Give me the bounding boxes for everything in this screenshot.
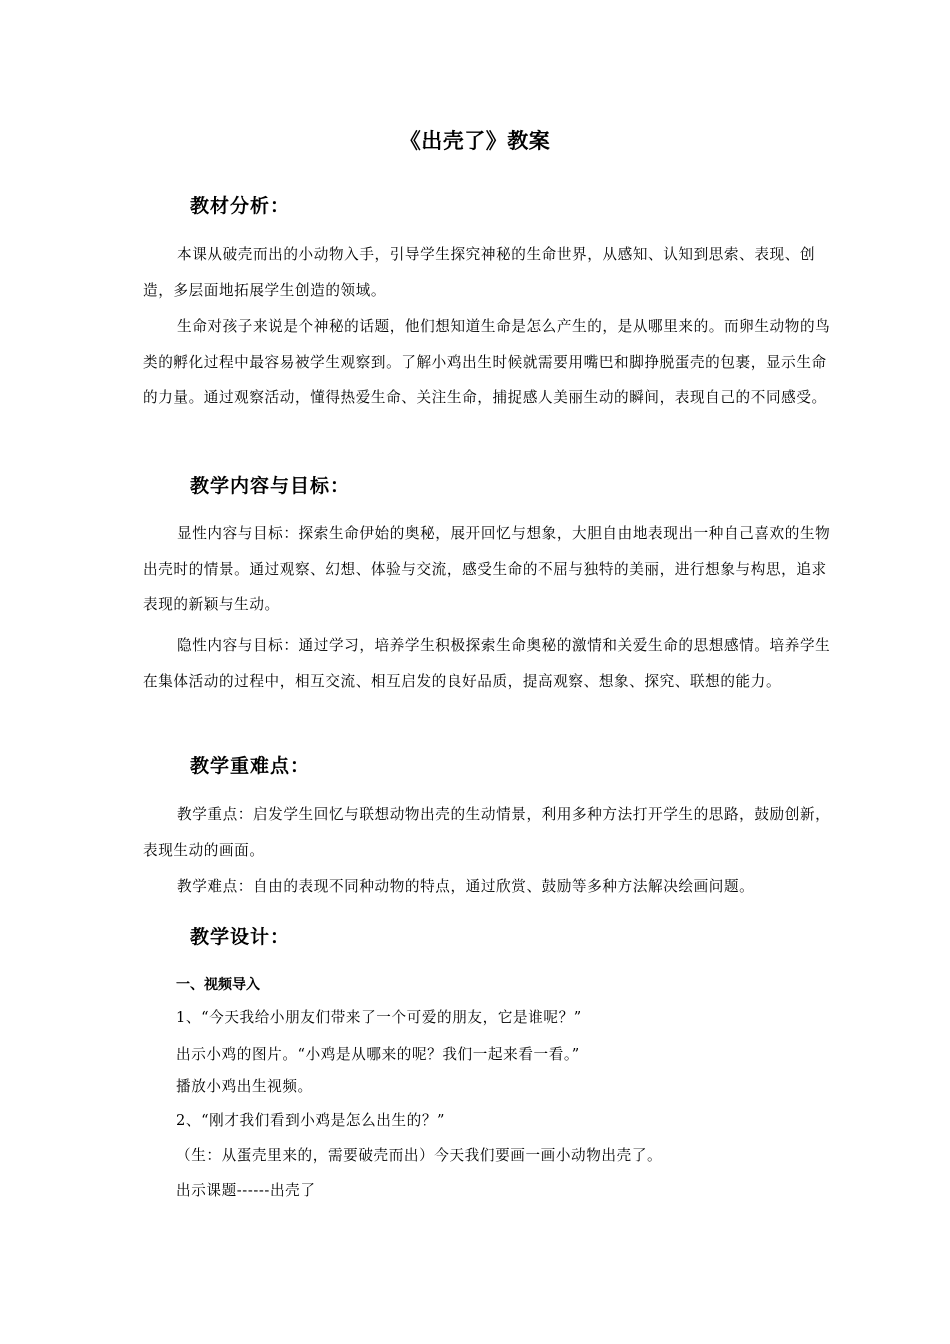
section-heading-material-analysis: 教材分析：	[190, 195, 291, 217]
dialogue-line: 2、“刚才我们看到小鸡是怎么出生的？”	[176, 1112, 446, 1129]
paragraph: 生命对孩子来说是个神秘的话题，他们想知道生命是怎么产生的，是从哪里来的。而卵生动物的鸟类的孵化过程中最容易被学生观察到。了解小鸡出生时候就需要用嘴巴和脚挣脱蛋壳的包裹，显示生命的力量。通过观察活动，懂得热爱生命、关注生命，捕捉感人美丽生动的瞬间，表现自己的不同感受。	[143, 318, 831, 406]
paragraph: 教学难点：自由的表现不同种动物的特点，通过欣赏、鼓励等多种方法解决绘画问题。	[177, 878, 755, 895]
dialogue-line: 1、“今天我给小朋友们带来了一个可爱的朋友，它是谁呢？”	[176, 1009, 582, 1026]
paragraph: 教学重点：启发学生回忆与联想动物出壳的生动情景，利用多种方法打开学生的思路，鼓励创新，表现生动的画面。	[143, 806, 831, 859]
section-heading-content-goals: 教学内容与目标：	[190, 475, 351, 497]
dialogue-line: 出示小鸡的图片。“小鸡是从哪来的呢？我们一起来看一看。”	[176, 1046, 580, 1063]
paragraph: 本课从破壳而出的小动物入手，引导学生探究神秘的生命世界，从感知、认知到思索、表现、创造，多层面地拓展学生创造的领域。	[143, 246, 816, 299]
page-title: 《出壳了》教案	[399, 129, 551, 153]
subsection-heading-video-intro: 一、视频导入	[176, 977, 260, 993]
dialogue-line: 播放小鸡出生视频。	[176, 1078, 313, 1095]
paragraph: 显性内容与目标：探索生命伊始的奥秘，展开回忆与想象，大胆自由地表现出一种自己喜欢的生物出壳时的情景。通过观察、幻想、体验与交流，感受生命的不屈与独特的美丽，进行想象与构思，追求表现的新颖与生动。	[143, 525, 831, 613]
dialogue-line: 出示课题------出壳了	[176, 1182, 316, 1199]
paragraph: 隐性内容与目标：通过学习，培养学生积极探索生命奥秘的激情和关爱生命的思想感情。培养学生在集体活动的过程中，相互交流、相互启发的良好品质，提高观察、想象、探究、联想的能力。	[143, 637, 831, 690]
section-heading-teaching-design: 教学设计：	[190, 926, 291, 948]
dialogue-line: （生：从蛋壳里来的，需要破壳而出）今天我们要画一画小动物出壳了。	[176, 1147, 663, 1164]
section-heading-key-points: 教学重难点：	[190, 755, 311, 777]
